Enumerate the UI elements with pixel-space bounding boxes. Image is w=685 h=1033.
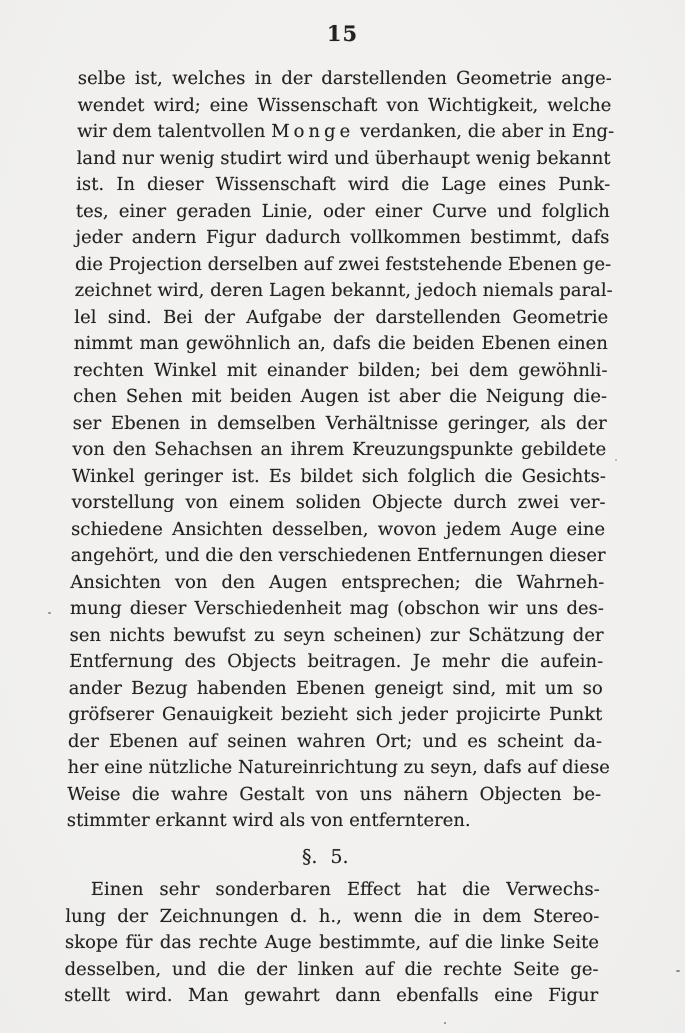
text-line: her eine nützliche Natureinrichtung zu seyn, dafs auf diese xyxy=(67,757,611,778)
scan-speck xyxy=(444,1022,446,1024)
text-line: land nur wenig studirt wird und überhaupt wenig bekannt xyxy=(76,147,611,169)
text-line: lel sind. Bei der Aufgabe der darstellenden Geometrie xyxy=(74,306,609,328)
scan-speck xyxy=(48,612,51,614)
text-line: ist. In dieser Wissenschaft wird die Lage eines Punk- xyxy=(76,174,611,195)
letterspaced-word: Monge xyxy=(271,121,355,142)
text-line: ander Bezug habenden Ebenen geneigt sind, mit um so xyxy=(68,677,603,699)
text-line: lung der Zeichnungen d. h., wenn die in dem Stereo- xyxy=(65,905,600,927)
text-line: Entfernung des Objects beitragen. Je mehr die aufein- xyxy=(69,651,604,672)
text-line: von den Sehachsen an ihrem Kreuzungspunkte gebildete xyxy=(72,439,607,460)
text-line: gröfserer Genauigkeit bezieht sich jeder projicirte Punkt xyxy=(68,704,603,725)
text-line: angehört, und die den verschiedenen Entfernungen dieser xyxy=(70,545,606,566)
scan-speck xyxy=(676,970,680,972)
text-line: stimmter erkannt wird als von entfernteren. xyxy=(66,810,471,831)
text-line: selbe ist, welches in der darstellenden Geometrie ange- xyxy=(77,68,612,89)
section-heading: §. 5. xyxy=(301,845,349,868)
text-line: chen Sehen mit beiden Augen ist aber die Neigung die- xyxy=(72,386,608,407)
text-line: mung dieser Verschiedenheit mag (obschon wir uns des- xyxy=(69,598,605,619)
text-line: jeder andern Figur dadurch vollkommen bestimmt, dafs xyxy=(75,227,610,248)
scan-speck xyxy=(615,459,617,461)
text-line: Einen sehr sonderbaren Effect hat die Verwechs- xyxy=(90,879,600,900)
text-line: stellt wird. Man gewahrt dann ebenfalls eine Figur xyxy=(64,985,599,1006)
text-column xyxy=(64,66,615,1010)
text-line: schiedene Ansichten desselben, wovon jedem Auge eine xyxy=(70,518,606,540)
text-line: wendet wird; eine Wissenschaft von Wichtigkeit, welche xyxy=(77,94,612,116)
text-line: Weise die wahre Gestalt von uns nähern Objecten be- xyxy=(67,783,602,805)
text-line: tes, einer geraden Linie, oder einer Curve und folglich xyxy=(75,200,611,222)
page-number: 15 xyxy=(326,21,359,46)
text-line: zeichnet wird, deren Lagen bekannt, jedoch niemals paral- xyxy=(74,280,613,301)
text-line: der Ebenen auf seinen wahren Ort; und es scheint da- xyxy=(67,730,603,752)
text-line: sen nichts bewufst zu seyn scheinen) zur Schätzung der xyxy=(69,624,604,646)
text-line: rechten Winkel mit einander bilden; bei dem gewöhnli- xyxy=(73,359,608,381)
text-line: ser Ebenen in demselben Verhältnisse geringer, als der xyxy=(72,412,607,434)
text-line: vorstellung von einem soliden Objecte durch zwei ver- xyxy=(71,492,606,513)
text-line: Ansichten von den Augen entsprechen; die Wahrneh- xyxy=(70,571,605,593)
text-line: skope für das rechte Auge bestimmte, auf die linke Seite xyxy=(64,932,600,953)
text-line: Winkel geringer ist. Es bildet sich folglich die Gesichts- xyxy=(71,465,607,487)
text-line: nimmt man gewöhnlich an, dafs die beiden Ebenen einen xyxy=(73,333,609,354)
text-line: desselben, und die der linken auf die rechte Seite ge- xyxy=(64,958,599,980)
text-line: die Projection derselben auf zwei feststehende Ebenen ge- xyxy=(74,253,612,275)
text-line: wir dem talentvollen Monge verdanken, die aber in Eng- xyxy=(76,121,615,142)
